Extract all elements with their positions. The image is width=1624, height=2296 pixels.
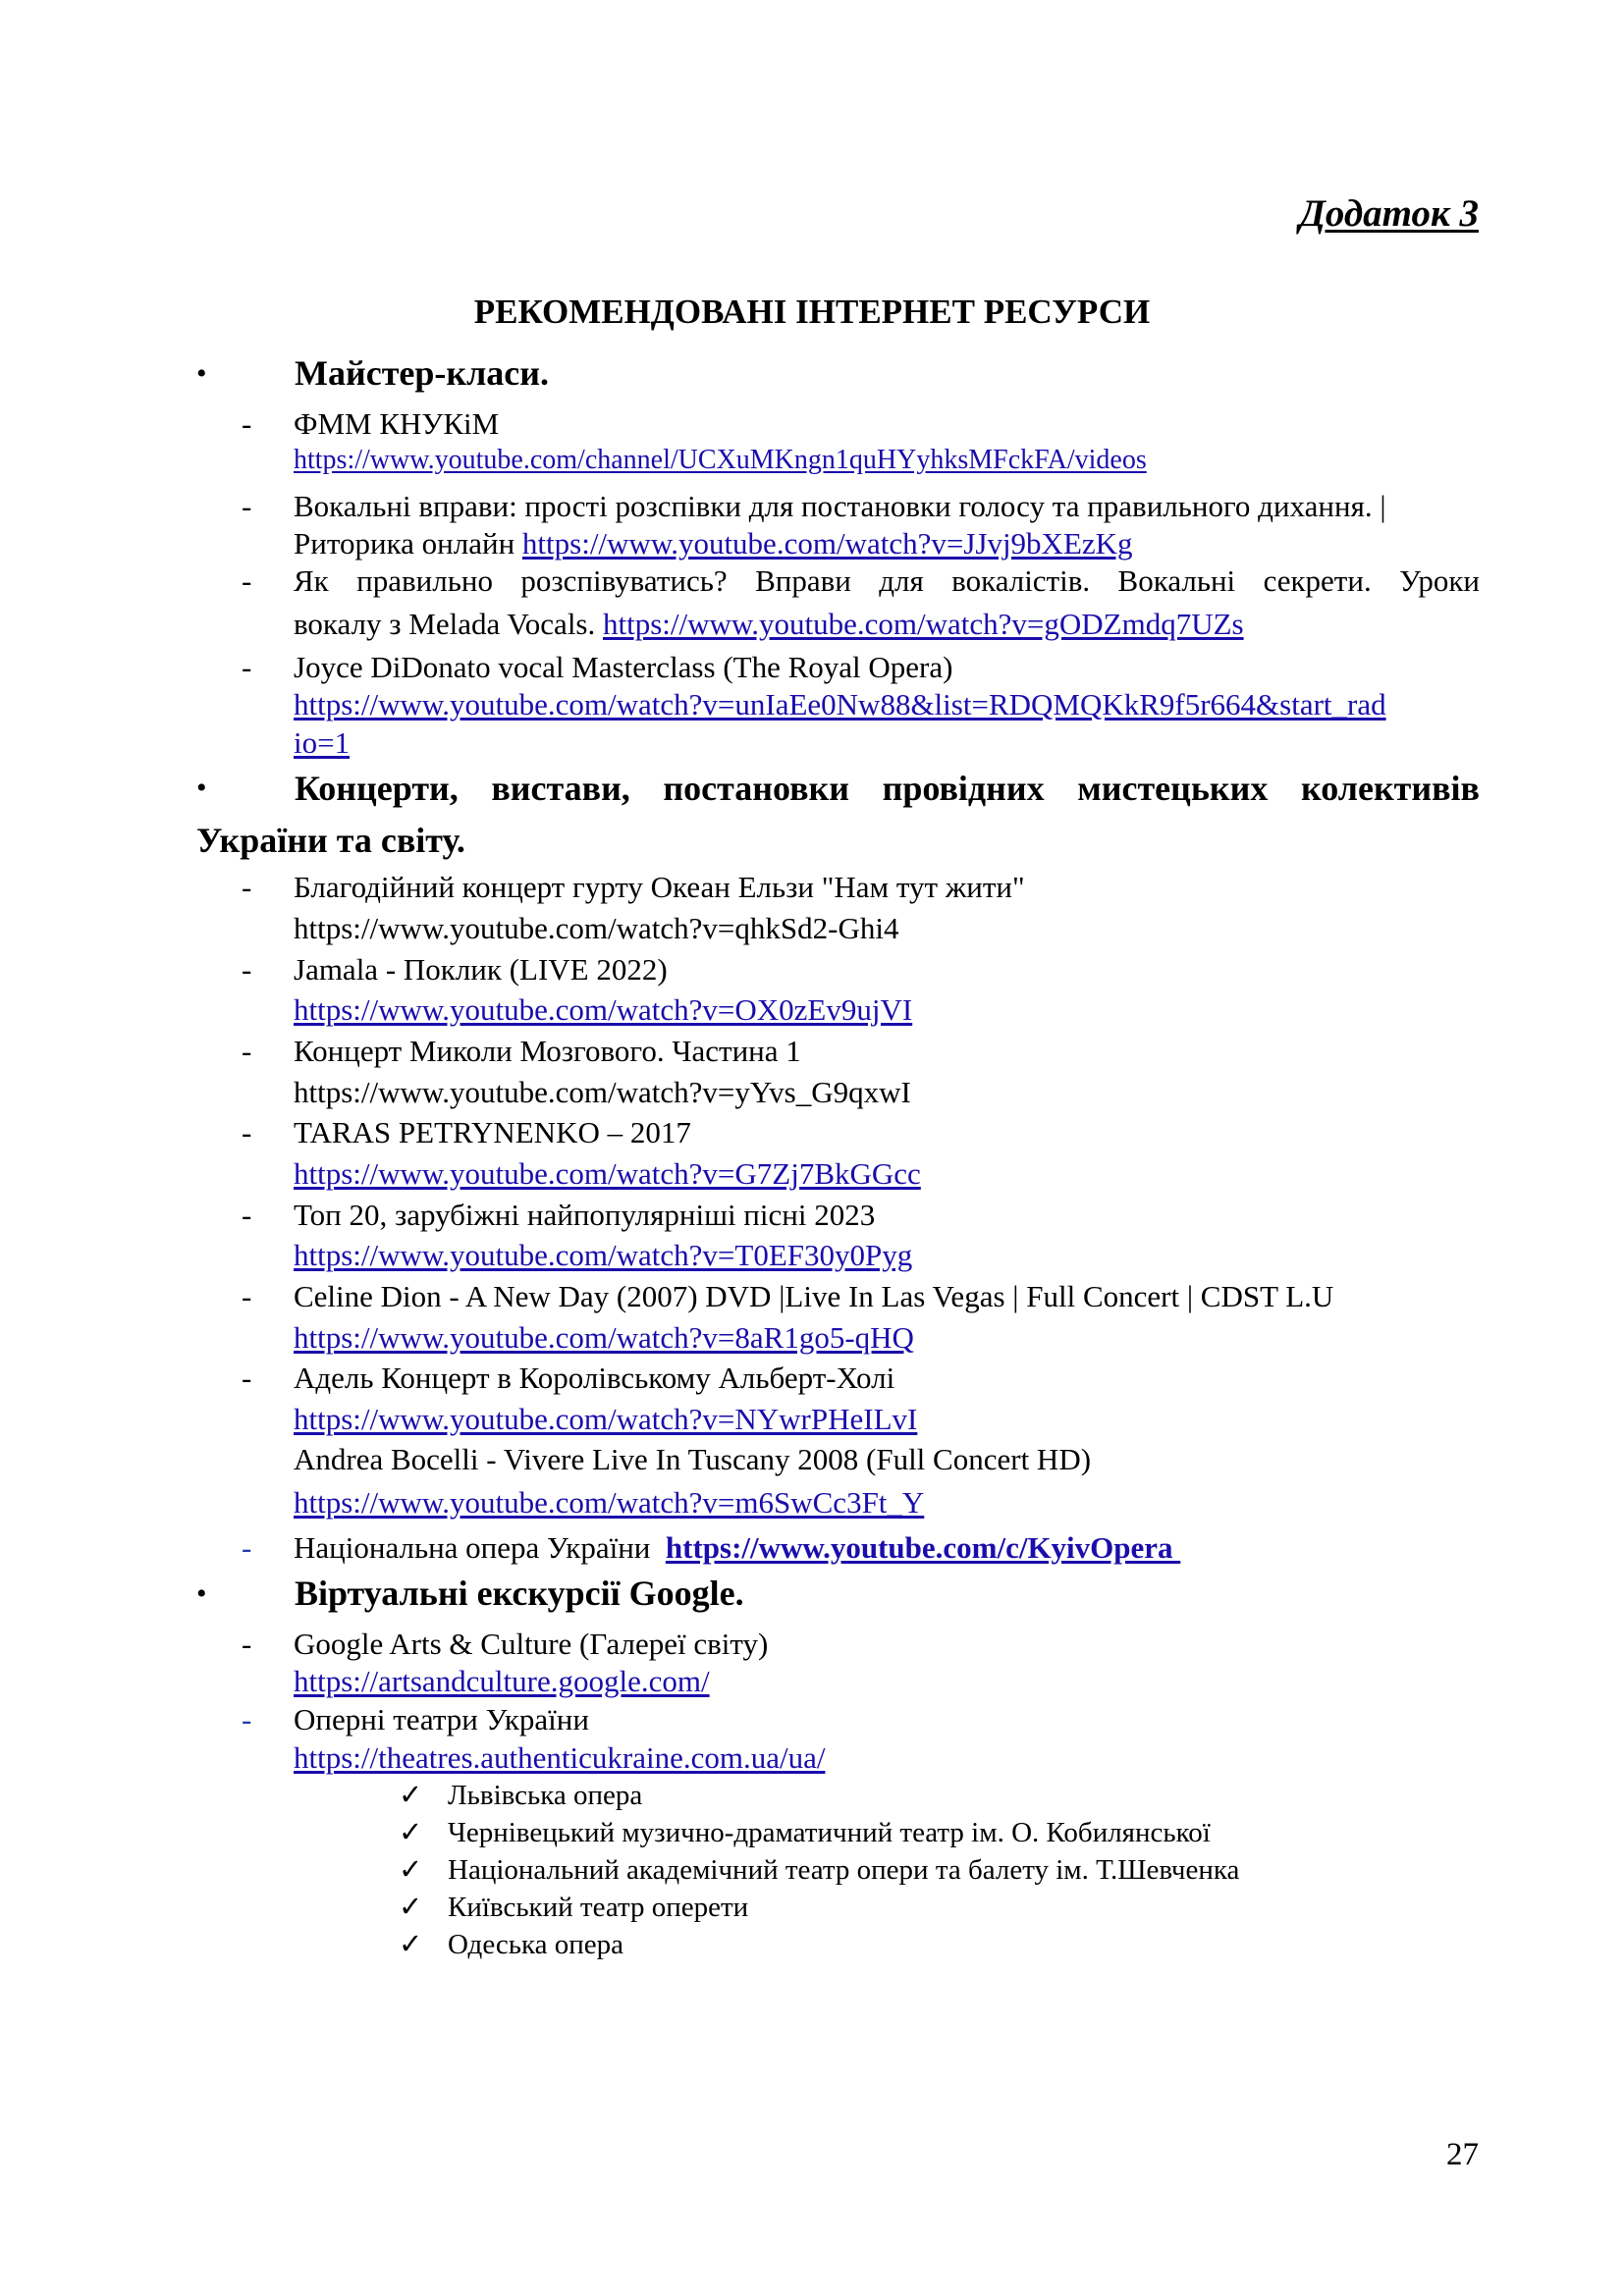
dash-marker: - <box>242 406 252 441</box>
dash-marker: - <box>242 870 252 904</box>
section-heading-masterclasses: Майстер-класи. <box>295 353 550 393</box>
list-item-text: вокалу з Melada Vocals. <box>294 607 603 641</box>
dash-marker: - <box>242 1627 252 1661</box>
list-item-text: Jamala - Поклик (LIVE 2022) <box>294 952 668 987</box>
list-item-text: Топ 20, зарубіжні найпопулярніші пісні 2023 <box>294 1198 876 1232</box>
link-celine-dion[interactable]: https://www.youtube.com/watch?v=8aR1go5-qHQ <box>294 1320 914 1355</box>
link-adele[interactable]: https://www.youtube.com/watch?v=NYwrPHeILvI <box>294 1402 918 1436</box>
list-item-url: https://www.youtube.com/watch?v=qhkSd2-Ghi4 <box>294 911 899 945</box>
checkmark-icon: ✓ <box>399 1854 423 1886</box>
link-melada-vocals[interactable]: https://www.youtube.com/watch?v=gODZmdq7UZs <box>603 607 1244 641</box>
list-item-text: Celine Dion - A New Day (2007) DVD |Live In Las Vegas | Full Concert | CDST L.U <box>294 1279 1334 1313</box>
link-andrea-bocelli[interactable]: https://www.youtube.com/watch?v=m6SwCc3Ft_Y <box>294 1485 925 1520</box>
list-item-text: Адель Концерт в Королівському Альберт-Холі <box>294 1361 895 1395</box>
link-taras-petrynenko[interactable]: https://www.youtube.com/watch?v=G7Zj7BkGGcc <box>294 1156 921 1191</box>
dash-marker: - <box>242 1279 252 1313</box>
section-heading-concerts: Концерти, вистави, постановки провідних мистецьких колективів <box>295 769 1480 808</box>
link-authentic-ukraine-theatres[interactable]: https://theatres.authenticukraine.com.ua/ua/ <box>294 1740 826 1775</box>
list-item-url: https://www.youtube.com/watch?v=yYvs_G9qxwI <box>294 1075 911 1109</box>
list-item-text: Вокальні вправи: прості розспівки для постановки голосу та правильного дихання. | <box>294 489 1386 523</box>
bullet-icon: • <box>196 772 207 804</box>
dash-marker: - <box>242 1198 252 1232</box>
list-item-text: Національна опера України <box>294 1530 666 1565</box>
bullet-icon: • <box>196 357 207 390</box>
list-item-text: Google Arts & Culture (Галереї світу) <box>294 1627 769 1661</box>
dash-marker: - <box>242 1530 252 1565</box>
list-item-text: Оперні театри України <box>294 1702 589 1736</box>
page-title: РЕКОМЕНДОВАНІ ІНТЕРНЕТ РЕСУРСИ <box>473 293 1151 331</box>
link-didonato-masterclass-cont[interactable]: io=1 <box>294 725 351 760</box>
dash-marker: - <box>242 563 252 598</box>
checkmark-icon: ✓ <box>399 1780 423 1811</box>
list-item-text: Як правильно розспівуватись? Вправи для вокалістів. Вокальні секрети. Уроки <box>294 563 1480 598</box>
dash-marker: - <box>242 1115 252 1149</box>
list-item-text: Andrea Bocelli - Vivere Live In Tuscany 2008 (Full Concert HD) <box>294 1442 1092 1476</box>
link-kyiv-opera[interactable]: https://www.youtube.com/c/KyivOpera <box>665 1530 1181 1565</box>
page-number: 27 <box>1446 2137 1479 2172</box>
list-item-text: TARAS PETRYNENKO – 2017 <box>294 1115 691 1149</box>
appendix-label: Додаток 3 <box>1299 192 1479 235</box>
dash-marker: - <box>242 489 252 523</box>
section-heading-google-tours: Віртуальні екскурсії Google. <box>295 1574 744 1613</box>
checkmark-icon: ✓ <box>399 1817 423 1848</box>
checklist-item: Одеська опера <box>448 1929 624 1960</box>
dash-marker: - <box>242 1702 252 1736</box>
checklist-item: Київський театр оперети <box>448 1892 749 1923</box>
checklist-item: Національний академічний театр опери та балету ім. Т.Шевченка <box>448 1854 1240 1886</box>
checkmark-icon: ✓ <box>399 1892 423 1923</box>
dash-marker: - <box>242 952 252 987</box>
list-item-text: Благодійний концерт гурту Океан Ельзи "Нам тут жити" <box>294 870 1025 904</box>
checklist-item: Чернівецький музично-драматичний театр ім. О. Кобилянської <box>448 1817 1211 1848</box>
link-top-20[interactable]: https://www.youtube.com/watch?v=T0EF30y0Pyg <box>294 1238 913 1272</box>
link-didonato-masterclass[interactable]: https://www.youtube.com/watch?v=unIaEe0Nw88&list=RDQMQKkR9f5r664&start_rad <box>294 687 1386 721</box>
list-item-text: Риторика онлайн <box>294 526 522 561</box>
section-heading-concerts-cont: України та світу. <box>196 821 465 860</box>
checklist-item: Львівська опера <box>448 1780 643 1811</box>
dash-marker: - <box>242 1034 252 1068</box>
dash-marker: - <box>242 650 252 684</box>
link-vocal-exercises[interactable]: https://www.youtube.com/watch?v=JJvj9bXEzKg <box>521 526 1133 561</box>
list-item-text: Концерт Миколи Мозгового. Частина 1 <box>294 1034 801 1068</box>
link-jamala[interactable]: https://www.youtube.com/watch?v=OX0zEv9ujVI <box>294 992 913 1027</box>
link-fmm-knukim[interactable]: https://www.youtube.com/channel/UCXuMKngn1quHYyhksMFckFA/videos <box>294 445 1147 475</box>
bullet-icon: • <box>196 1577 207 1610</box>
link-arts-and-culture[interactable]: https://artsandculture.google.com/ <box>294 1664 710 1698</box>
dash-marker: - <box>242 1361 252 1395</box>
checkmark-icon: ✓ <box>399 1929 423 1960</box>
list-item-text: ФММ КНУКіМ <box>294 406 500 441</box>
list-item-text: Joyce DiDonato vocal Masterclass (The Royal Opera) <box>294 650 953 684</box>
